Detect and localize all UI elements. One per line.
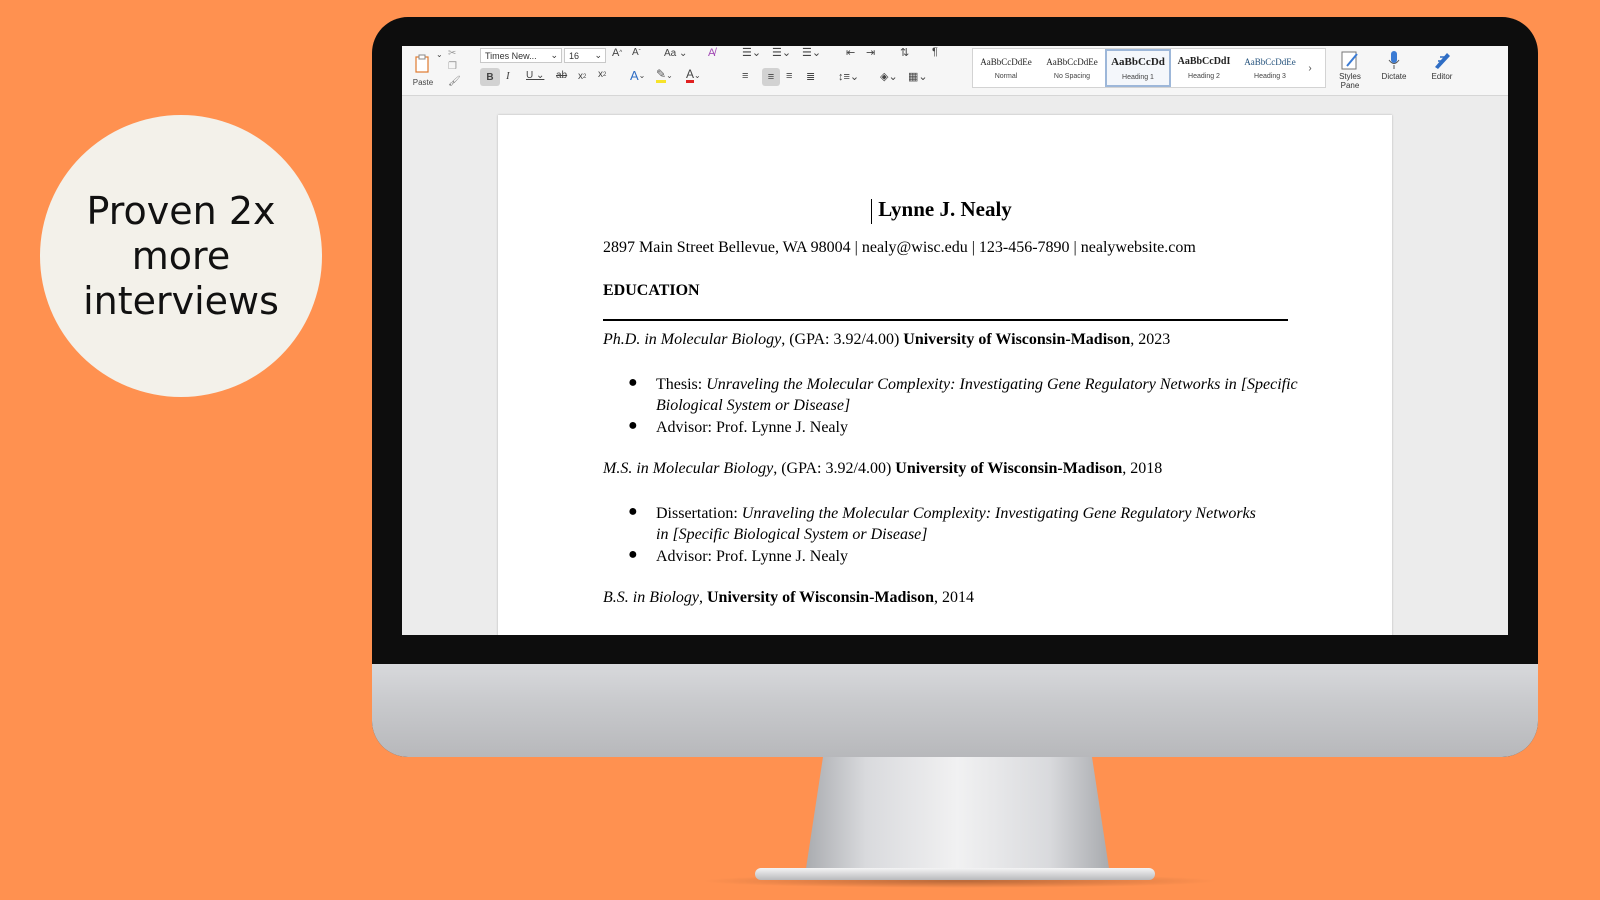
bullets-icon[interactable]: ☰⌄	[742, 47, 762, 59]
justify-icon[interactable]: ≣	[806, 71, 816, 83]
font-size-select[interactable]	[564, 48, 606, 63]
strikethrough-icon[interactable]: ab	[556, 70, 568, 81]
multilevel-list-icon[interactable]: ☰⌄	[802, 47, 822, 59]
change-case-button[interactable]: Aa ⌄	[664, 48, 688, 59]
phd-line	[603, 331, 1170, 349]
style-gallery	[972, 48, 1326, 88]
subscript-icon[interactable]: x 2	[578, 71, 587, 82]
thesis-title: Unraveling the Molecular Complexity: Investigating Gene Regulatory Networks in [Specific Biological System or Disease]	[656, 376, 1298, 414]
font-name-value: Times New...	[485, 50, 537, 61]
bs-year: , 2014	[933, 589, 974, 606]
microphone-icon	[1386, 49, 1402, 71]
contact-line: 2897 Main Street Bellevue, WA 98004 | nealy@wisc.edu | 123-456-7890 | nealywebsite.com	[603, 239, 1196, 256]
monitor-stand	[805, 755, 1110, 875]
change-case-label: Aa	[664, 48, 677, 59]
style-name: Heading 1	[1122, 73, 1154, 81]
font-color-icon[interactable]: A ⌄	[686, 67, 701, 81]
borders-icon[interactable]: ▦⌄	[908, 71, 928, 83]
phd-school: University of Wisconsin-Madison	[903, 331, 1131, 348]
style-heading-1[interactable]	[1105, 49, 1171, 87]
increase-indent-icon[interactable]: ⇥	[866, 47, 876, 59]
line-spacing-icon[interactable]: ↕≡⌄	[838, 71, 860, 83]
style-heading-3[interactable]	[1237, 49, 1303, 87]
word-window	[402, 46, 1508, 635]
dissertation-title: Unraveling the Molecular Complexity: Investigating Gene Regulatory Networks in [Specific Biological System or Disease]	[656, 505, 1256, 543]
ms-school: University of Wisconsin-Madison	[895, 460, 1123, 477]
format-painter-icon[interactable]: 🖌	[448, 76, 461, 87]
text-effects-icon[interactable]: A ⌄	[630, 68, 646, 83]
bullet-dot: ●	[628, 417, 638, 434]
style-heading-2[interactable]	[1171, 49, 1237, 87]
ms-dissertation	[656, 503, 1266, 545]
paste-label: Paste	[412, 77, 434, 87]
highlight-icon[interactable]: ✎ ⌄	[656, 67, 673, 81]
editor-label: Editor	[1431, 72, 1453, 81]
ribbon-toolbar	[402, 46, 1508, 96]
style-name: Normal	[994, 72, 1018, 80]
clear-formatting-icon[interactable]: A̸	[708, 47, 716, 59]
ms-year: , 2018	[1122, 460, 1163, 477]
section-divider	[603, 319, 1288, 321]
sort-icon[interactable]: ⇅	[900, 47, 910, 59]
paste-dropdown-icon[interactable]: ⌄	[436, 50, 443, 59]
bs-school: University of Wisconsin-Madison	[706, 589, 934, 606]
chevron-down-icon: ⌄	[594, 50, 602, 60]
style-name: Heading 3	[1254, 72, 1286, 80]
style-preview: AaBbCcDdEe	[1046, 56, 1098, 67]
style-name: No Spacing	[1053, 72, 1091, 80]
show-formatting-icon[interactable]: ¶	[932, 46, 938, 58]
promo-text: Proven 2x more interviews	[83, 188, 279, 323]
monitor-chin	[372, 664, 1538, 757]
copy-icon[interactable]: ❐	[448, 61, 457, 72]
dictate-button[interactable]	[1372, 48, 1416, 81]
editor-pen-icon	[1431, 49, 1453, 71]
bullet-dot: ●	[628, 503, 638, 520]
phd-degree: Ph.D. in Molecular Biology	[603, 331, 782, 348]
phd-gpa: , (GPA: 3.92/4.00)	[781, 331, 904, 348]
phd-year: , 2023	[1130, 331, 1171, 348]
paste-button[interactable]	[408, 48, 438, 92]
ms-advisor: Advisor: Prof. Lynne J. Nealy	[656, 548, 848, 565]
italic-icon[interactable]: I	[506, 70, 510, 82]
ms-degree: M.S. in Molecular Biology	[603, 460, 774, 477]
phd-advisor: Advisor: Prof. Lynne J. Nealy	[656, 419, 848, 436]
grow-font-icon[interactable]: A ^	[612, 47, 623, 59]
bold-icon[interactable]: B	[480, 68, 500, 86]
superscript-icon[interactable]: x 2	[598, 69, 607, 80]
style-preview: AaBbCcDdEe	[980, 56, 1032, 67]
bs-sep: ,	[698, 589, 707, 606]
ms-gpa: , (GPA: 3.92/4.00)	[773, 460, 896, 477]
style-normal[interactable]	[973, 49, 1039, 87]
editor-button[interactable]	[1420, 48, 1464, 81]
style-preview: AaBbCcDdEe	[1244, 56, 1296, 67]
styles-pane-label: Styles Pane	[1339, 72, 1361, 90]
styles-pane-icon	[1339, 49, 1361, 71]
style-no-spacing[interactable]	[1039, 49, 1105, 87]
align-center-icon[interactable]: ≡	[762, 68, 780, 86]
style-name: Heading 2	[1188, 73, 1220, 80]
phd-thesis	[656, 374, 1306, 416]
shrink-font-icon[interactable]: A ˇ	[632, 47, 641, 58]
align-left-icon[interactable]: ≡	[742, 70, 749, 82]
monitor	[372, 17, 1538, 757]
decrease-indent-icon[interactable]: ⇤	[846, 47, 856, 59]
dictate-label: Dictate	[1381, 72, 1407, 81]
document-page[interactable]	[498, 115, 1392, 635]
education-heading: EDUCATION	[603, 282, 700, 299]
bs-degree: B.S. in Biology	[603, 589, 699, 606]
cut-icon[interactable]: ✂	[448, 48, 457, 59]
chevron-down-icon: ⌄	[550, 50, 558, 60]
thesis-label: Thesis:	[656, 376, 707, 393]
numbering-icon[interactable]: ☰⌄	[772, 47, 792, 59]
bs-line	[603, 589, 974, 607]
gallery-next-icon[interactable]: ›	[1308, 62, 1312, 74]
resume-name: Lynne J. Nealy	[878, 197, 1012, 221]
dissertation-label: Dissertation:	[656, 505, 742, 522]
font-size-value: 16	[569, 50, 580, 61]
bullet-dot: ●	[628, 546, 638, 563]
style-preview: AaBbCcDd	[1111, 55, 1165, 68]
styles-pane-button[interactable]	[1328, 48, 1372, 90]
clipboard-icon	[414, 54, 432, 74]
style-preview: AaBbCcDdI	[1177, 56, 1231, 67]
align-right-icon[interactable]: ≡	[786, 70, 793, 82]
promo-circle	[40, 115, 322, 397]
bullet-dot: ●	[628, 374, 638, 391]
shading-icon[interactable]: ◈⌄	[880, 71, 898, 83]
ms-line	[603, 460, 1162, 478]
font-name-select[interactable]	[480, 48, 562, 63]
underline-icon[interactable]: U ⌄	[526, 70, 545, 81]
monitor-stand-base	[755, 868, 1155, 880]
